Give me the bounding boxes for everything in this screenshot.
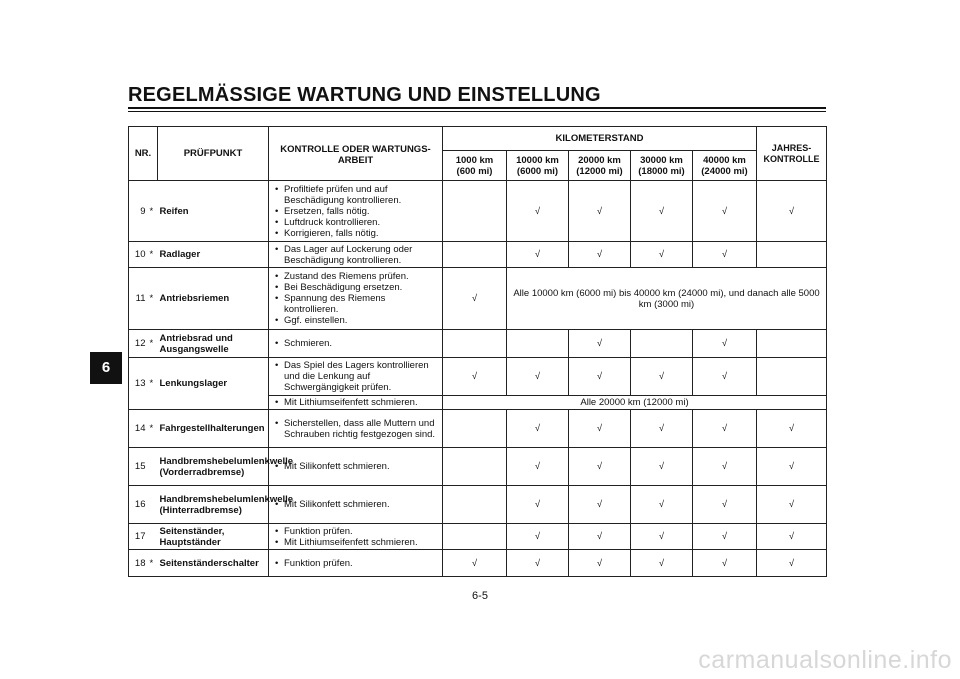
header-km-30000: 30000 km (18000 mi) (631, 151, 693, 181)
check-cell: √ (569, 242, 631, 268)
table-row (129, 410, 827, 448)
dealer-star: * (148, 268, 158, 330)
work-line: • Profiltiefe prüfen und auf Beschädigung kontrollieren. (271, 184, 440, 206)
row-number: 9 (129, 181, 148, 242)
header-nr: NR. (129, 127, 158, 181)
check-cell: √ (631, 524, 693, 550)
check-cell (443, 524, 507, 550)
work-line: • Korrigieren, falls nötig. (271, 228, 440, 239)
header-km-1000: 1000 km (600 mi) (443, 151, 507, 181)
dealer-star (148, 448, 158, 486)
table-row (129, 358, 827, 396)
work-line: • Das Lager auf Lockerung oder Beschädigung kontrollieren. (271, 244, 440, 266)
dealer-star: * (148, 242, 158, 268)
item-name: Radlager (158, 242, 269, 268)
work-line: • Ersetzen, falls nötig. (271, 206, 440, 217)
table-row (129, 550, 827, 577)
check-cell: √ (507, 524, 569, 550)
header-km-group: KILOMETERSTAND (443, 127, 757, 151)
work-line: • Spannung des Riemens kontrollieren. (271, 293, 440, 315)
check-cell (757, 242, 827, 268)
work-line: • Mit Silikonfett schmieren. (271, 461, 440, 472)
check-cell (443, 448, 507, 486)
table-row (129, 268, 827, 330)
dealer-star (148, 524, 158, 550)
check-cell: √ (443, 268, 507, 330)
check-cell: √ (757, 524, 827, 550)
header-km-40000: 40000 km (24000 mi) (693, 151, 757, 181)
work-line: • Bei Beschädigung ersetzen. (271, 282, 440, 293)
check-cell: √ (631, 448, 693, 486)
work-description (269, 181, 443, 242)
row-number: 12 (129, 330, 148, 358)
item-name: Antriebsrad und Ausgangswelle (158, 330, 269, 358)
dealer-star: * (148, 181, 158, 242)
check-cell: √ (569, 358, 631, 396)
check-cell: √ (569, 550, 631, 577)
row-number: 14 (129, 410, 148, 448)
work-description (269, 486, 443, 524)
interval-note: Alle 20000 km (12000 mi) (443, 396, 827, 410)
header-item: PRÜFPUNKT (158, 127, 269, 181)
dealer-star: * (148, 330, 158, 358)
header-yearly: JAHRES-KONTROLLE (757, 127, 827, 181)
work-line: • Luftdruck kontrollieren. (271, 217, 440, 228)
check-cell (507, 330, 569, 358)
row-number: 11 (129, 268, 148, 330)
check-cell: √ (569, 524, 631, 550)
maintenance-table (128, 126, 827, 577)
check-cell: √ (757, 448, 827, 486)
check-cell: √ (693, 330, 757, 358)
row-number: 17 (129, 524, 148, 550)
dealer-star: * (148, 410, 158, 448)
check-cell: √ (693, 524, 757, 550)
check-cell: √ (631, 181, 693, 242)
page-title: REGELMÄSSIGE WARTUNG UND EINSTELLUNG (128, 84, 601, 106)
row-number: 18 (129, 550, 148, 577)
check-cell: √ (631, 242, 693, 268)
check-cell: √ (507, 448, 569, 486)
check-cell: √ (693, 486, 757, 524)
work-description (269, 448, 443, 486)
check-cell: √ (443, 358, 507, 396)
work-description (269, 358, 443, 396)
row-number: 13 (129, 358, 148, 410)
item-name: Handbremshebelumlenkwelle (Vorderradbremse) (158, 448, 269, 486)
check-cell: √ (693, 358, 757, 396)
header-km-20000: 20000 km (12000 mi) (569, 151, 631, 181)
work-line: • Funktion prüfen. (271, 526, 440, 537)
work-line: • Mit Lithiumseifenfett schmieren. (271, 537, 440, 548)
chapter-tab: 6 (90, 352, 122, 384)
dealer-star (148, 486, 158, 524)
work-line: • Sicherstellen, dass alle Muttern und Schrauben richtig festgezogen sind. (271, 418, 440, 440)
dealer-star: * (148, 358, 158, 410)
work-description (269, 242, 443, 268)
dealer-star: * (148, 550, 158, 577)
check-cell: √ (631, 410, 693, 448)
check-cell: √ (693, 242, 757, 268)
check-cell: √ (569, 410, 631, 448)
check-cell: √ (569, 181, 631, 242)
item-name: Reifen (158, 181, 269, 242)
check-cell: √ (757, 181, 827, 242)
work-line: • Mit Silikonfett schmieren. (271, 499, 440, 510)
check-cell (757, 358, 827, 396)
check-cell: √ (757, 410, 827, 448)
check-cell (443, 330, 507, 358)
table-row (129, 524, 827, 550)
table-row (129, 486, 827, 524)
item-name: Antriebsriemen (158, 268, 269, 330)
work-description (269, 550, 443, 577)
check-cell: √ (693, 550, 757, 577)
check-cell: √ (507, 486, 569, 524)
check-cell (443, 486, 507, 524)
check-cell (443, 410, 507, 448)
watermark: carmanualsonline.info (698, 646, 952, 674)
item-name: Seitenständerschalter (158, 550, 269, 577)
check-cell: √ (569, 330, 631, 358)
check-cell: √ (693, 181, 757, 242)
header-work: KONTROLLE ODER WARTUNGS-ARBEIT (269, 127, 443, 181)
check-cell (443, 242, 507, 268)
work-line: • Schmieren. (271, 338, 440, 349)
title-rule-thick (128, 107, 826, 109)
check-cell: √ (443, 550, 507, 577)
work-line: • Funktion prüfen. (271, 558, 440, 569)
work-line: • Mit Lithiumseifenfett schmieren. (271, 397, 440, 408)
check-cell: √ (569, 448, 631, 486)
row-number: 16 (129, 486, 148, 524)
check-cell: √ (507, 550, 569, 577)
table-row (129, 242, 827, 268)
check-cell: √ (631, 550, 693, 577)
table-row (129, 181, 827, 242)
item-name: Seitenständer, Hauptständer (158, 524, 269, 550)
work-line: • Das Spiel des Lagers kontrollieren und die Lenkung auf Schwergängigkeit prüfen. (271, 360, 440, 393)
work-description (269, 268, 443, 330)
table-row (129, 330, 827, 358)
check-cell: √ (507, 181, 569, 242)
check-cell (631, 330, 693, 358)
check-cell: √ (507, 358, 569, 396)
check-cell: √ (569, 486, 631, 524)
work-line: • Ggf. einstellen. (271, 315, 440, 326)
work-description (269, 410, 443, 448)
work-description (269, 396, 443, 410)
work-description (269, 330, 443, 358)
check-cell: √ (757, 550, 827, 577)
check-cell (443, 181, 507, 242)
check-cell: √ (631, 486, 693, 524)
check-cell: √ (507, 410, 569, 448)
check-cell: √ (693, 448, 757, 486)
check-cell: √ (507, 242, 569, 268)
work-line: • Zustand des Riemens prüfen. (271, 271, 440, 282)
title-rule-thin (128, 111, 826, 112)
page-number: 6-5 (472, 590, 488, 602)
interval-note: Alle 10000 km (6000 mi) bis 40000 km (24000 mi), und danach alle 5000 km (3000 mi) (507, 268, 827, 330)
row-number: 15 (129, 448, 148, 486)
item-name: Fahrgestellhalterungen (158, 410, 269, 448)
item-name: Handbremshebelumlenkwelle (Hinterradbremse) (158, 486, 269, 524)
check-cell: √ (631, 358, 693, 396)
header-km-10000: 10000 km (6000 mi) (507, 151, 569, 181)
table-row (129, 448, 827, 486)
item-name: Lenkungslager (158, 358, 269, 410)
row-number: 10 (129, 242, 148, 268)
check-cell: √ (757, 486, 827, 524)
work-description (269, 524, 443, 550)
check-cell: √ (693, 410, 757, 448)
check-cell (757, 330, 827, 358)
